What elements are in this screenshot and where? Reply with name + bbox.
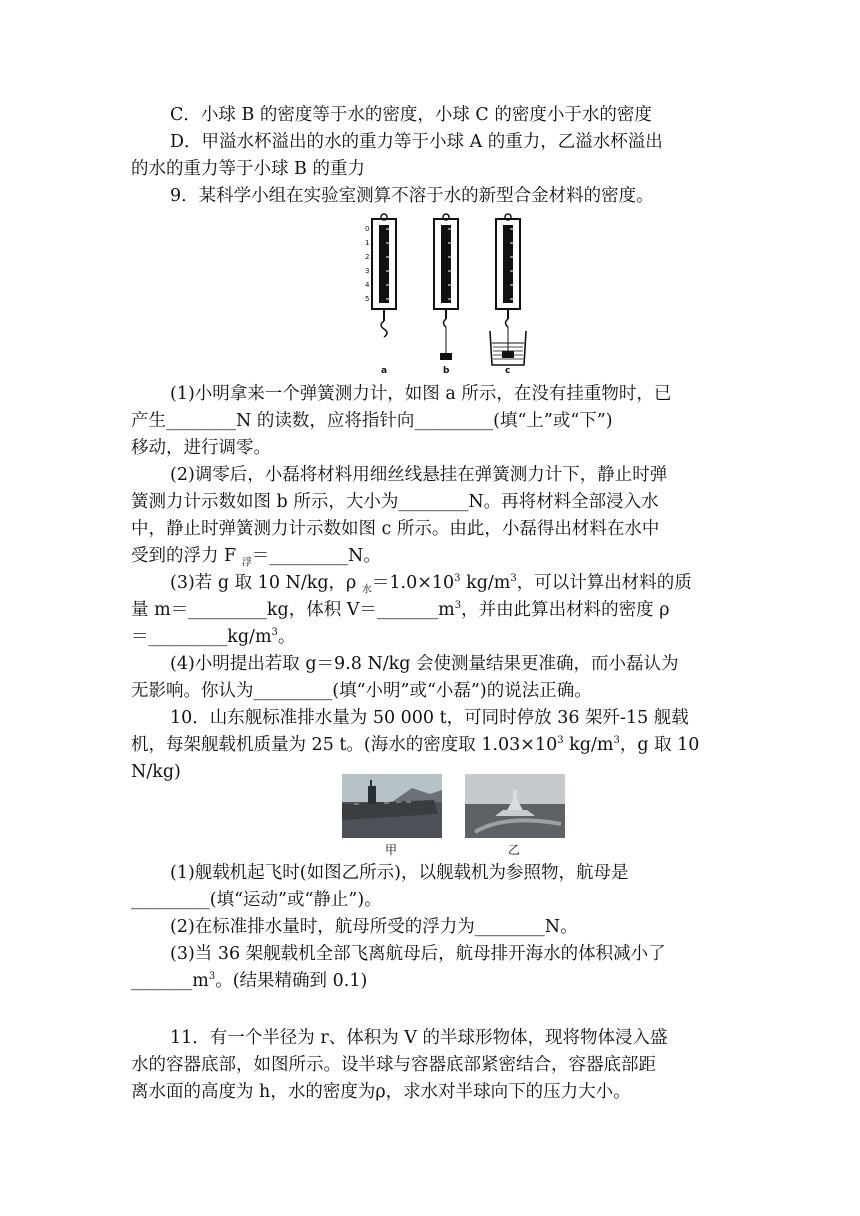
line-8 <box>170 462 770 488</box>
spring-scale-figure <box>362 213 534 375</box>
text: ，并由此算出材料的密度 ρ <box>461 600 670 620</box>
text: (1)舰载机起飞时(如图乙所示)，以舰载机为参照物，航母是 <box>170 863 629 883</box>
line-27 <box>131 1079 731 1105</box>
line-22 <box>170 914 770 940</box>
line-3 <box>131 156 731 182</box>
line-2 <box>170 129 770 155</box>
text: 。 <box>277 627 296 647</box>
caption-jia: 甲 <box>385 843 398 857</box>
line-14 <box>131 624 731 650</box>
text: 11．有一个半径为 r、体积为 V 的半球形物体，现将物体浸入盛 <box>170 1028 668 1048</box>
figure-label-b: b <box>443 366 450 375</box>
line-18 <box>131 732 731 758</box>
line-24 <box>131 968 731 994</box>
line-6 <box>131 408 731 434</box>
text: (3)当 36 架舰载机全部飞离航母后，航母排开海水的体积减小了 <box>170 944 666 964</box>
text: 水的容器底部，如图所示。设半球与容器底部紧密结合，容器底部距 <box>131 1055 656 1075</box>
line-15 <box>170 651 770 677</box>
text: 无影响。你认为_________(填“小明”或“小磊”)的说法正确。 <box>131 681 592 701</box>
text: C．小球 B 的密度等于水的密度，小球 C 的密度小于水的密度 <box>170 105 652 125</box>
text: (2)调零后，小磊将材料用细丝线悬挂在弹簧测力计下，静止时弹 <box>170 465 668 485</box>
superscript: 3 <box>454 573 461 585</box>
text: 产生________N 的读数，应将指针向_________(填“上”或“下”) <box>131 411 613 431</box>
figure-label-c: c <box>505 366 511 375</box>
line-23 <box>170 941 770 967</box>
q9-title <box>170 183 770 209</box>
text: D．甲溢水杯溢出的水的重力等于小球 A 的重力，乙溢水杯溢出 <box>170 132 663 152</box>
q11-title <box>170 1025 770 1051</box>
subscript: 浮 <box>241 557 252 569</box>
subscript: 水 <box>361 584 372 596</box>
text: (3)若 g 取 10 N/kg，ρ <box>170 573 362 593</box>
text: 移动，进行调零。 <box>131 438 271 458</box>
line-5 <box>170 381 770 407</box>
text: ，可以计算出材料的质 <box>516 573 692 593</box>
text: 簧测力计示数如图 b 所示，大小为________N。再将材料全部浸入水 <box>131 492 659 512</box>
text: 量 m＝_________kg，体积 V＝_______m <box>131 600 455 620</box>
text: 10．山东舰标准排水量为 50 000 t，可同时停放 36 架歼-15 舰载 <box>170 708 689 728</box>
text: ＝1.0×10 <box>371 573 455 593</box>
line-12 <box>170 570 770 596</box>
text: 。(结果精确到 0.1) <box>215 971 368 991</box>
text: (2)在标准排水量时，航母所受的浮力为________N。 <box>170 917 578 937</box>
figure-label-a: a <box>381 366 388 375</box>
text: 离水面的高度为 h，水的密度为ρ，求水对半球向下的压力大小。 <box>131 1082 631 1102</box>
spring-scale-b <box>434 214 458 360</box>
line-10 <box>131 516 731 542</box>
line-1 <box>170 102 770 128</box>
scale-number: 5 <box>365 295 370 303</box>
text: kg/m <box>460 573 511 593</box>
text: 机，每架舰载机质量为 25 t。(海水的密度取 1.03×10 <box>131 735 558 755</box>
line-11 <box>131 543 731 569</box>
text: (4)小明提出若取 g＝9.8 N/kg 会使测量结果更准确，而小磊认为 <box>170 654 679 674</box>
text: 的水的重力等于小球 B 的重力 <box>131 159 365 179</box>
scale-number: 4 <box>365 281 370 289</box>
q10-title <box>170 705 770 731</box>
line-26 <box>131 1052 731 1078</box>
superscript: 3 <box>613 735 620 747</box>
superscript: 3 <box>454 600 462 612</box>
text: kg/m <box>563 735 614 755</box>
text: _________(填“运动”或“静止”)。 <box>131 890 382 910</box>
scale-number: 3 <box>365 267 370 275</box>
text: ＝_________kg/m <box>131 627 272 647</box>
text: 9．某科学小组在实验室测算不溶于水的新型合金材料的密度。 <box>170 186 654 206</box>
text: ，g 取 10 <box>619 735 700 755</box>
line-7 <box>131 435 731 461</box>
caption-yi: 乙 <box>508 843 521 857</box>
scale-number: 1 <box>365 239 370 247</box>
text: _______m <box>131 971 209 991</box>
superscript: 3 <box>208 971 216 983</box>
spring-scale-c <box>490 214 526 365</box>
superscript: 3 <box>510 573 517 585</box>
scale-number: 2 <box>365 253 370 261</box>
text: (1)小明拿来一个弹簧测力计，如图 a 所示，在没有挂重物时，已 <box>170 384 672 404</box>
superscript: 3 <box>271 627 278 639</box>
spring-scale-a <box>372 214 396 337</box>
line-16 <box>131 678 731 704</box>
text: 中，静止时弹簧测力计示数如图 c 所示。由此，小磊得出材料在水中 <box>131 519 660 539</box>
text: 受到的浮力 F <box>131 546 242 566</box>
photo-jet <box>465 774 565 838</box>
text: N/kg) <box>131 762 181 782</box>
superscript: 3 <box>557 735 564 747</box>
line-20 <box>170 860 770 886</box>
photo-carrier <box>342 774 442 838</box>
line-13 <box>131 597 731 623</box>
line-9 <box>131 489 731 515</box>
scale-number: 0 <box>365 225 370 233</box>
text: ＝_________N。 <box>251 546 381 566</box>
line-21 <box>131 887 731 913</box>
